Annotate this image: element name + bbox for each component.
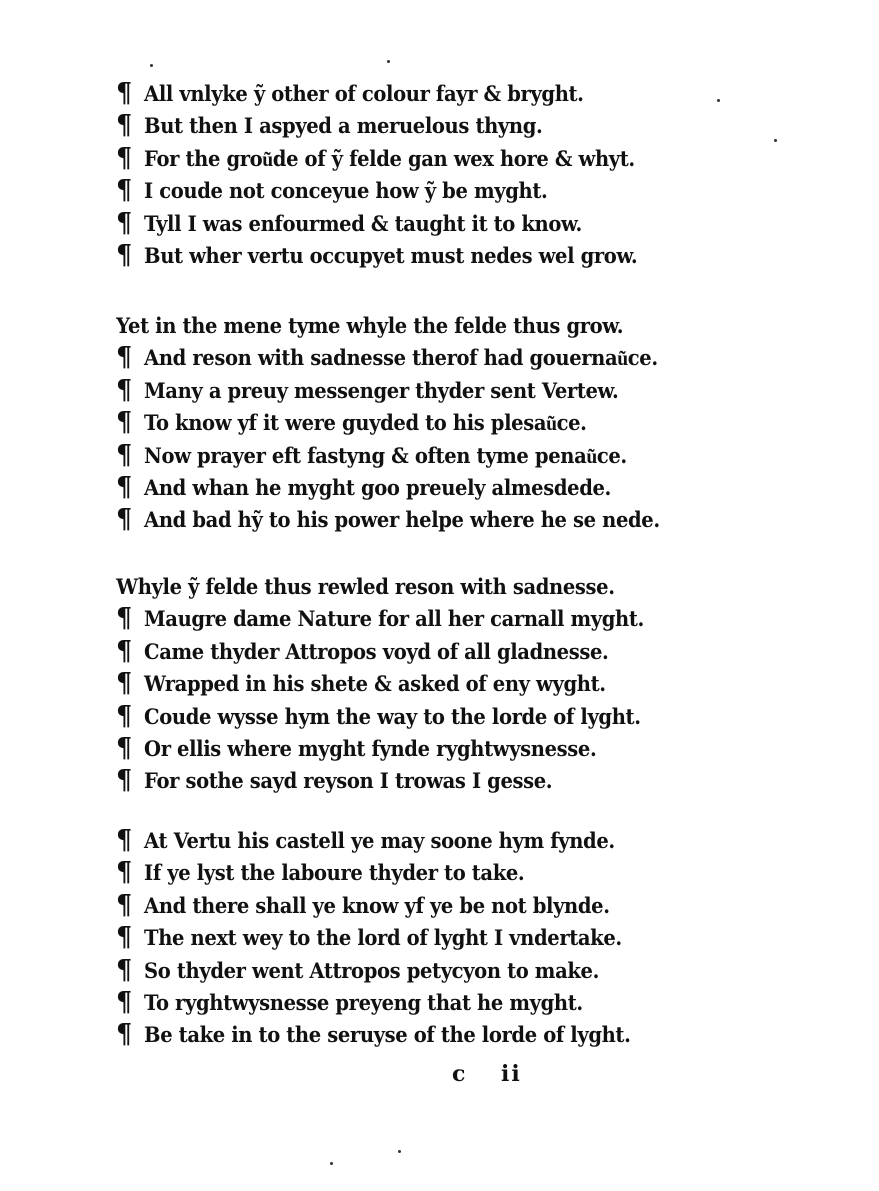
verse-line: ¶ To ryghtwysnesse preyeng that he myght.	[116, 986, 583, 1018]
pilcrow-icon: ¶	[116, 668, 132, 700]
verse-line: ¶ Or ellis where myght fynde ryghtwysnesse.	[116, 732, 597, 764]
pilcrow-icon: ¶	[116, 825, 132, 856]
scan-speck	[774, 139, 777, 142]
verse-line: ¶ If ye lyst the laboure thyder to take.	[116, 857, 525, 889]
verse-line: ¶ And reson with sadnesse therof had gouernau͂ce.	[116, 342, 658, 374]
verse-line: ¶ So thyder went Attropos petycyon to make.	[116, 954, 600, 986]
pilcrow-icon: ¶	[116, 471, 132, 503]
scan-speck	[398, 1150, 401, 1153]
stanza-4	[105, 825, 745, 1052]
verse-line: ¶ To know yf it were guyded to his plesau͂ce.	[116, 407, 587, 439]
verse-line: ¶ The next wey to the lord of lyght I vndertake.	[116, 922, 622, 954]
verse-line: ¶ For the grou͂de of ỹ felde gan wex hore & whyt.	[116, 142, 635, 174]
stanza-2	[105, 310, 745, 537]
verse-line: ¶ All vnlyke ỹ other of colour fayr & bryght.	[116, 78, 584, 109]
verse-line: ¶ Wrapped in his shete & asked of eny wyght.	[116, 668, 606, 700]
pilcrow-icon: ¶	[116, 239, 132, 271]
pilcrow-icon: ¶	[116, 175, 132, 207]
verse-line: ¶ Many a preuy messenger thyder sent Vertew.	[116, 374, 619, 406]
verse-line: ¶ Be take in to the seruyse of the lorde of lyght.	[116, 1019, 631, 1051]
verse-line: ¶ I coude not conceyue how ỹ be myght.	[116, 175, 548, 207]
pilcrow-icon: ¶	[116, 732, 132, 764]
stanza-3	[105, 571, 745, 798]
pilcrow-icon: ¶	[116, 1019, 132, 1051]
pilcrow-icon: ¶	[116, 504, 132, 536]
verse-line: ¶ At Vertu his castell ye may soone hym fynde.	[116, 825, 615, 856]
verse-line: ¶ Now prayer eft fastyng & often tyme penau͂ce.	[116, 439, 627, 471]
signature-mark: c ii	[452, 1061, 522, 1087]
pilcrow-icon: ¶	[116, 78, 132, 109]
scan-speck	[150, 64, 153, 67]
verse-line: ¶ And whan he myght goo preuely almesdede.	[116, 471, 611, 503]
pilcrow-icon: ¶	[116, 207, 132, 239]
pilcrow-icon: ¶	[116, 142, 132, 174]
verse-line-lead: Yet in the mene tyme whyle the felde thus grow.	[116, 313, 624, 338]
verse-line: ¶ But wher vertu occupyet must nedes wel grow.	[116, 239, 638, 271]
pilcrow-icon: ¶	[116, 986, 132, 1018]
verse-line: ¶ But then I aspyed a meruelous thyng.	[116, 110, 543, 142]
pilcrow-icon: ¶	[116, 110, 132, 142]
pilcrow-icon: ¶	[116, 603, 132, 635]
stanza-1	[105, 78, 745, 272]
verse-line: ¶ Coude wysse hym the way to the lorde of lyght.	[116, 700, 641, 732]
pilcrow-icon: ¶	[116, 439, 132, 471]
pilcrow-icon: ¶	[116, 374, 132, 406]
pilcrow-icon: ¶	[116, 922, 132, 954]
verse-line: ¶ Tyll I was enfourmed & taught it to know.	[116, 207, 582, 239]
verse-line: ¶ For sothe sayd reyson I trowas I gesse.	[116, 765, 553, 797]
pilcrow-icon: ¶	[116, 635, 132, 667]
verse-line: ¶ Maugre dame Nature for all her carnall myght.	[116, 603, 644, 635]
pilcrow-icon: ¶	[116, 342, 132, 374]
scan-speck	[717, 99, 720, 102]
verse-line: ¶ And bad hỹ to his power helpe where he se nede.	[116, 504, 660, 536]
verse-line-lead: Whyle ỹ felde thus rewled reson with sadnesse.	[116, 574, 615, 599]
verse-line: ¶ And there shall ye know yf ye be not blynde.	[116, 889, 610, 921]
pilcrow-icon: ¶	[116, 765, 132, 797]
pilcrow-icon: ¶	[116, 889, 132, 921]
scan-speck	[387, 60, 390, 63]
pilcrow-icon: ¶	[116, 407, 132, 439]
scan-speck	[330, 1162, 333, 1165]
pilcrow-icon: ¶	[116, 700, 132, 732]
verse-line: ¶ Came thyder Attropos voyd of all gladnesse.	[116, 635, 609, 667]
pilcrow-icon: ¶	[116, 857, 132, 889]
pilcrow-icon: ¶	[116, 954, 132, 986]
